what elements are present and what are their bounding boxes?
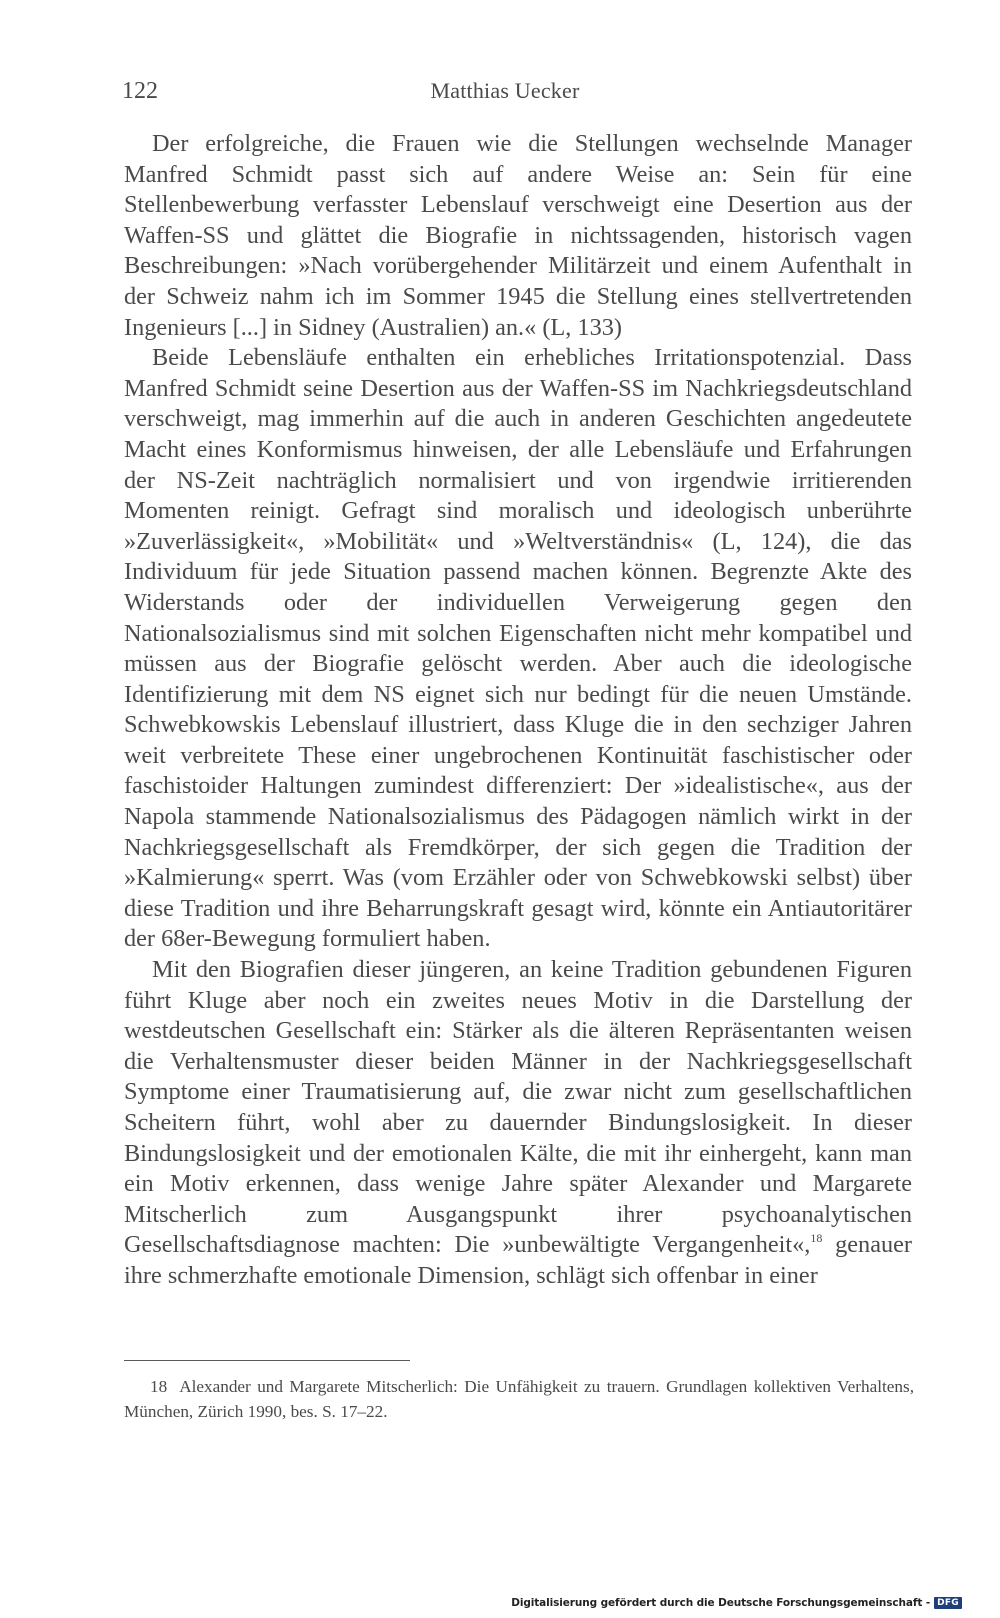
paragraph-1: Der erfolgreiche, die Frauen wie die Stellungen wechselnde Manager Manfred Schmidt passt sich auf andere Weise an: Sein für eine Stellenbewerbung verfasster Lebenslauf verschweigt eine Desertion aus der Waffen-SS und glättet die Biografie in nichtssagenden, historisch vagen Beschreibungen: »Nach vorübergehender Militärzeit und einem Aufenthalt in der Schweiz nahm ich im Sommer 1945 die Stellung eines stellvertretenden Ingenieurs [...] in Sidney (Australien) an.« (L, 133) (124, 130, 912, 341)
footnote-reference: 18 (810, 1231, 823, 1246)
dfg-logo: DFG (934, 1597, 962, 1609)
paragraph-2: Beide Lebensläufe enthalten ein erhebliches Irritationspotenzial. Dass Manfred Schmidt seine Desertion aus der Waffen-SS im Nachkriegsdeutschland verschweigt, mag immerhin auf die auch in anderen Geschichten angedeutete Macht eines Konformismus hinweisen, der alle Lebensläufe und Erfahrungen der NS-Zeit nachträglich normalisiert und von irgendwie irritierenden Momenten reinigt. Gefragt sind moralisch und ideologisch unberührte »Zuverlässigkeit«, »Mobilität« und »Weltverständnis« (L, 124), die das Individuum für jede Situation passend machen können. Begrenzte Akte des Widerstands oder der individuellen Verweigerung gegen den Nationalsozialismus sind mit solchen Eigenschaften nicht mehr kompatibel und müssen aus der Biografie gelöscht werden. Aber auch die ideologische Identifizierung mit dem NS eignet sich nur bedingt für die neuen Umstände. Schwebkowskis Lebenslauf illustriert, dass Kluge die in den sechziger Jahren weit verbreitete These einer ungebrochenen Kontinuität faschistischer oder faschistoider Haltungen zumindest differenziert: Der »idealistische«, aus der Napola stammende Nationalsozialismus des Pädagogen nämlich wirkt in der Nachkriegsgesellschaft als Fremdkörper, der sich gegen die Tradition der »Kalmierung« sperrt. Was (vom Erzähler oder von Schwebkowski selbst) über diese Tradition und ihre Beharrungskraft gesagt wird, könnte ein Antiautoritärer der 68er-Bewegung formuliert haben. (124, 344, 912, 953)
footnote-number: 18 (150, 1377, 168, 1396)
paragraph-3-text-before-note: Mit den Biografien dieser jüngeren, an keine Tradition gebundenen Figuren führt Kluge aber noch ein zweites neues Motiv in die Darstellung der westdeutschen Gesellschaft ein: Stärker als die älteren Repräsentanten weisen die Verhaltensmuster dieser beiden Männer in der Nachkriegsgesellschaft Symptome einer Traumatisierung auf, die zwar nicht zum gesellschaftlichen Scheitern führt, wohl aber zu dauernder Bindungslosigkeit. In dieser Bindungslosigkeit und der emotionalen Kälte, die mit ihr einhergeht, kann man ein Motiv erkennen, dass wenige Jahre später Alexander und Margarete Mitscherlich zum Ausgangspunkt ihrer psychoanalytischen Gesellschaftsdiagnose machten: Die »unbewältigte Vergangenheit«, (124, 956, 912, 1259)
footnote-text: Alexander und Margarete Mitscherlich: Die Unfähigkeit zu trauern. Grundlagen kollektiven Verhaltens, München, Zürich 1990, bes. S. 17–22. (124, 1377, 914, 1421)
running-head: Matthias Uecker (430, 78, 580, 103)
paragraph-3 (124, 955, 912, 1292)
digitization-credit (511, 1597, 962, 1609)
page-number: 122 (122, 78, 158, 104)
body-text (124, 129, 912, 1292)
paragraph-3-text-after-note: genauer ihre schmerzhafte emotionale Dimension, schlägt sich offenbar in einer (124, 1231, 912, 1289)
footnote (124, 1374, 914, 1424)
credit-text: Digitalisierung gefördert durch die Deutsche Forschungsgemeinschaft - (511, 1597, 931, 1609)
footnote-divider (124, 1360, 410, 1361)
